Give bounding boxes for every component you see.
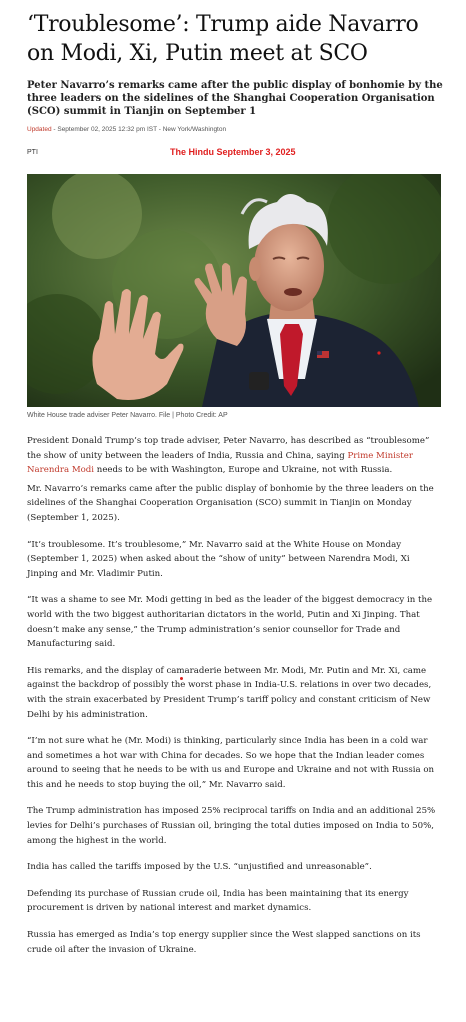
photo-caption: White House trade adviser Peter Navarro. File | Photo Credit: AP [27, 412, 228, 419]
paragraph: The Trump administration has imposed 25% reciprocal tariffs on India and an additional 25% levies for Delhi’s purchases of Russian oil, bringing the total duties imposed on India to 50%, among the highest in the world. [27, 806, 436, 846]
article-byline: PTI [27, 149, 38, 156]
paragraph: Mr. Navarro’s remarks came after the public display of bonhomie by the three leaders on the sidelines of the Shanghai Cooperation Organisation (SCO) summit in Tianjin on Monday (September 1, 2025). [27, 483, 434, 523]
paragraph: “It’s troublesome. It’s troublesome,” Mr. Navarro said at the White House on Monday (September 1, 2025) when asked about the “show of unity” between Narendra Modi, Xi Jinping and Mr. Vladimir Putin. [27, 539, 410, 579]
paragraph-intro [27, 434, 443, 478]
intro-text-before: President Donald Trump’s top trade adviser, Peter Navarro, has described as “troublesome” the show of unity between the leaders of India, Russia and China, saying [27, 436, 430, 461]
annotation-dot [180, 677, 183, 680]
navarro-photo-illustration [27, 174, 441, 407]
updated-timestamp: - September 02, 2025 12:32 pm IST - New York/Washington [51, 126, 227, 133]
article-body [27, 434, 443, 969]
intro-text-after: needs to be with Washington, Europe and Ukraine, not with Russia. [94, 465, 393, 476]
paragraph: India has called the tariffs imposed by the U.S. “unjustified and unreasonable”. [27, 862, 372, 873]
article-subtitle: Peter Navarro’s remarks came after the public display of bonhomie by the three leaders on the sidelines of the Shanghai Cooperation Organisation (SCO) summit in Tianjin on September 1 [27, 80, 443, 117]
paragraph: “It was a shame to see Mr. Modi getting in bed as the leader of the biggest democracy in the world with the two biggest authoritarian dictators in the world, Putin and Xi Jinping. That doesn’t make any sense,” the Trump administration’s senior counsellor for Trade and Manufacturing said. [27, 595, 433, 650]
article-title: ‘Troublesome’: Trump aide Navarro on Modi, Xi, Putin meet at SCO [27, 12, 419, 66]
paragraph: Defending its purchase of Russian crude oil, India has been maintaining that its energy procurement is driven by national interest and market dynamics. [27, 888, 409, 914]
updated-label: Updated [27, 126, 52, 133]
article-photo [27, 174, 441, 407]
article-meta [27, 126, 226, 133]
paragraph: “I’m not sure what he (Mr. Modi) is thinking, particularly since India has been in a cold war and sometimes a hot war with China for decades. So we hope that the Indian leader comes around to seeing that he needs to be with us and Europe and Ukraine and not with Russia on this and he needs to stop buying the oil,” Mr. Navarro said. [27, 736, 435, 790]
modi-link[interactable]: Prime Minister Narendra Modi [27, 450, 413, 476]
paragraph: His remarks, and the display of camaraderie between Mr. Modi, Mr. Putin and Mr. Xi, came against the backdrop of possibly the worst phase in India-U.S. relations in over two decades, with the strain exacerbated by President Trump’s tariff policy and constant criticism of New Delhi by his administration. [27, 665, 432, 720]
paragraph: Russia has emerged as India’s top energy supplier since the West slapped sanctions on its crude oil after the invasion of Ukraine. [27, 930, 421, 955]
source-annotation: The Hindu September 3, 2025 [170, 147, 296, 157]
